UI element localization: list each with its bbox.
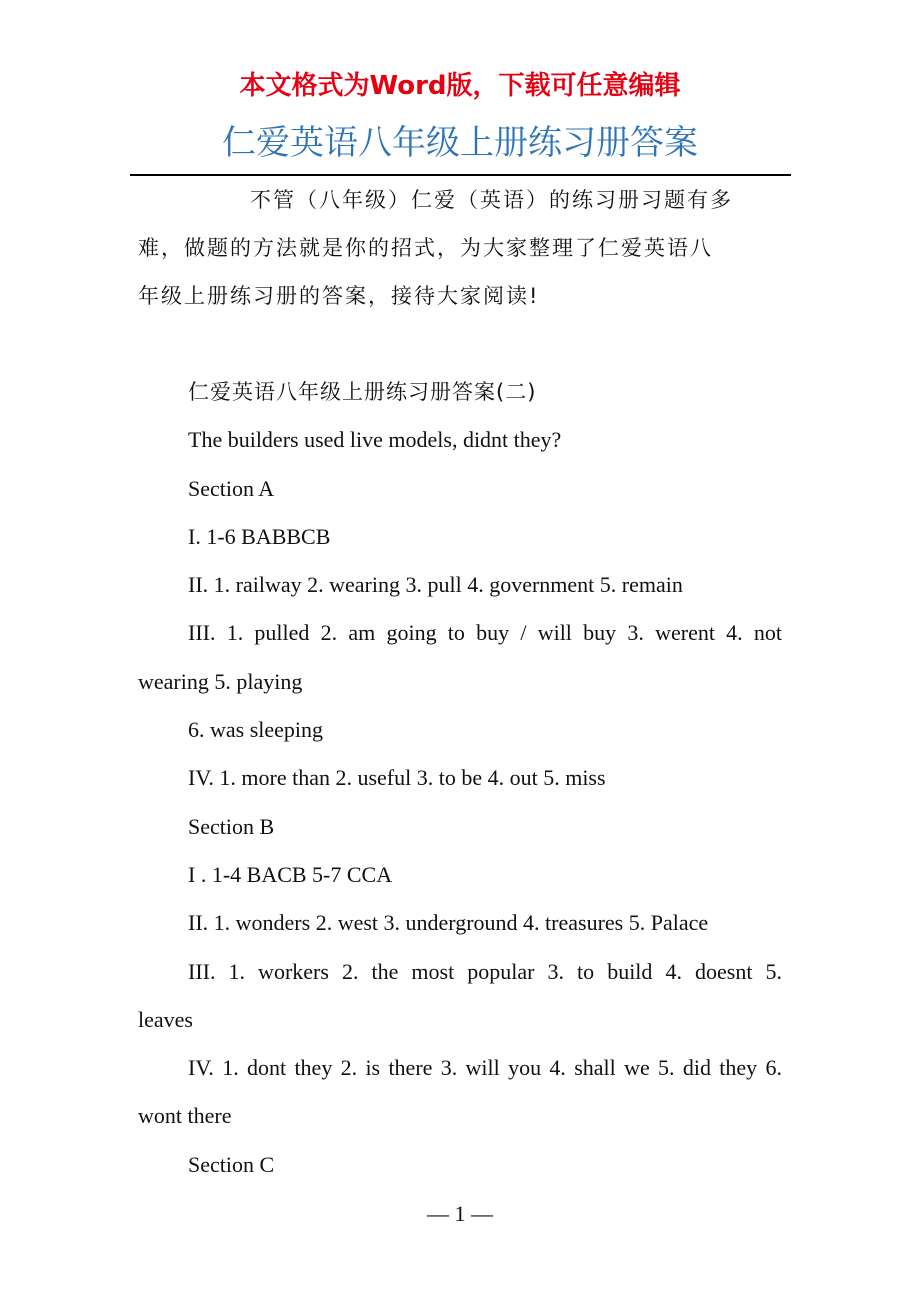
unit-topic: The builders used live models, didnt they? bbox=[188, 427, 562, 453]
answer-line: IV. 1. more than 2. useful 3. to be 4. out 5. miss bbox=[188, 765, 606, 791]
section-label: Section C bbox=[188, 1151, 275, 1177]
answer-line: 6. was sleeping bbox=[188, 717, 324, 743]
section-label: Section B bbox=[188, 813, 275, 839]
answer-line-continued: leaves bbox=[138, 1006, 193, 1032]
answer-content bbox=[138, 368, 782, 1189]
intro-line: 年级上册练习册的答案，接待大家阅读! bbox=[138, 284, 540, 308]
answer-line: I. 1-6 BABBCB bbox=[188, 523, 331, 549]
answer-line: III. 1. pulled 2. am going to buy / will buy 3. werent 4. not bbox=[188, 620, 782, 646]
answer-line-continued: wearing 5. playing bbox=[138, 668, 303, 694]
answer-line-continued: wont there bbox=[138, 1103, 232, 1129]
answer-line: II. 1. railway 2. wearing 3. pull 4. government 5. remain bbox=[188, 572, 683, 598]
answer-line: II. 1. wonders 2. west 3. underground 4. treasures 5. Palace bbox=[188, 910, 709, 936]
download-banner: 本文格式为Word版，下载可任意编辑 bbox=[239, 71, 681, 101]
answer-line: IV. 1. dont they 2. is there 3. will you 4. shall we 5. did they 6. bbox=[188, 1055, 782, 1081]
answer-line: III. 1. workers 2. the most popular 3. to build 4. doesnt 5. bbox=[188, 958, 782, 984]
section-label: Section A bbox=[188, 475, 275, 501]
page-number: — 1 — bbox=[427, 1201, 493, 1226]
intro-line: 难，做题的方法就是你的招式，为大家整理了仁爱英语八 bbox=[138, 236, 713, 260]
document-title: 仁爱英语八年级上册练习册答案 bbox=[222, 123, 698, 163]
intro-line: 不管（八年级）仁爱（英语）的练习册习题有多 bbox=[250, 188, 733, 212]
intro-paragraph bbox=[138, 176, 768, 320]
answer-line: I . 1-4 BACB 5-7 CCA bbox=[188, 861, 393, 887]
section-heading: 仁爱英语八年级上册练习册答案(二) bbox=[188, 380, 537, 404]
